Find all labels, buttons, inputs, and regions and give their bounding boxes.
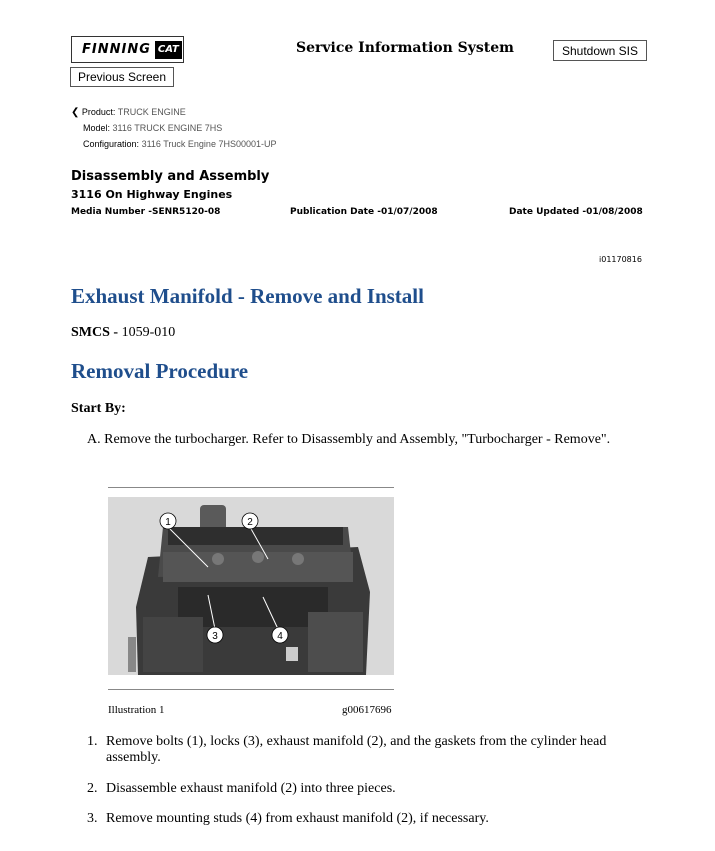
configuration-line xyxy=(83,139,276,149)
shutdown-sis-button[interactable]: Shutdown SIS xyxy=(553,40,647,61)
step-number: 2. xyxy=(87,781,98,796)
date-updated: Date Updated -01/08/2008 xyxy=(509,207,643,217)
callout-4: 4 xyxy=(277,631,283,642)
model-line xyxy=(83,123,222,133)
step-letter: A. xyxy=(87,432,101,447)
page-heading: Exhaust Manifold - Remove and Install xyxy=(71,284,424,308)
document-title: Disassembly and Assembly xyxy=(71,169,270,184)
callout-2: 2 xyxy=(247,517,253,528)
start-by-label: Start By: xyxy=(71,401,126,416)
step-number: 3. xyxy=(87,811,98,826)
callout-1: 1 xyxy=(165,517,171,528)
smcs-code xyxy=(71,325,175,341)
cat-badge: CAT xyxy=(155,41,182,59)
system-title: Service Information System xyxy=(296,40,514,56)
step-text: Disassemble exhaust manifold (2) into three pieces. xyxy=(106,781,396,796)
callout-3: 3 xyxy=(212,631,218,642)
illustration-top-rule xyxy=(108,487,394,488)
back-chevron-icon[interactable]: ❮ xyxy=(71,107,80,118)
removal-heading: Removal Procedure xyxy=(71,359,249,383)
publication-date: Publication Date -01/07/2008 xyxy=(290,207,438,217)
model-label: Model: xyxy=(83,123,111,133)
product-line[interactable] xyxy=(71,107,186,118)
engine-illustration xyxy=(108,497,394,675)
product-value: TRUCK ENGINE xyxy=(117,107,186,117)
config-label: Configuration: xyxy=(83,139,140,149)
step-3 xyxy=(87,811,647,827)
document-id: i01170816 xyxy=(599,255,642,264)
step-2 xyxy=(87,781,647,797)
start-by-step xyxy=(87,432,610,448)
step-text: Remove mounting studs (4) from exhaust manifold (2), if necessary. xyxy=(106,811,489,826)
smcs-label: SMCS - xyxy=(71,325,122,340)
document-subtitle: 3116 On Highway Engines xyxy=(71,188,233,201)
illustration-code: g00617696 xyxy=(342,704,392,716)
step-text: Remove the turbocharger. Refer to Disassembly and Assembly, "Turbocharger - Remove". xyxy=(104,432,611,447)
illustration-label: Illustration 1 xyxy=(108,704,165,716)
step-number: 1. xyxy=(87,734,98,749)
step-1 xyxy=(87,734,647,766)
illustration-bottom-rule xyxy=(108,689,394,690)
logo-text: FINNING xyxy=(82,42,151,57)
step-text: Remove bolts (1), locks (3), exhaust manifold (2), and the gaskets from the cylinder head assembly. xyxy=(106,734,607,765)
media-number: Media Number -SENR5120-08 xyxy=(71,207,221,217)
model-value: 3116 TRUCK ENGINE 7HS xyxy=(112,123,223,133)
previous-screen-button[interactable]: Previous Screen xyxy=(70,67,174,87)
finning-cat-logo xyxy=(71,36,184,63)
product-label: Product: xyxy=(81,107,116,117)
smcs-value: 1059-010 xyxy=(121,325,176,340)
config-value: 3116 Truck Engine 7HS00001-UP xyxy=(141,139,277,149)
